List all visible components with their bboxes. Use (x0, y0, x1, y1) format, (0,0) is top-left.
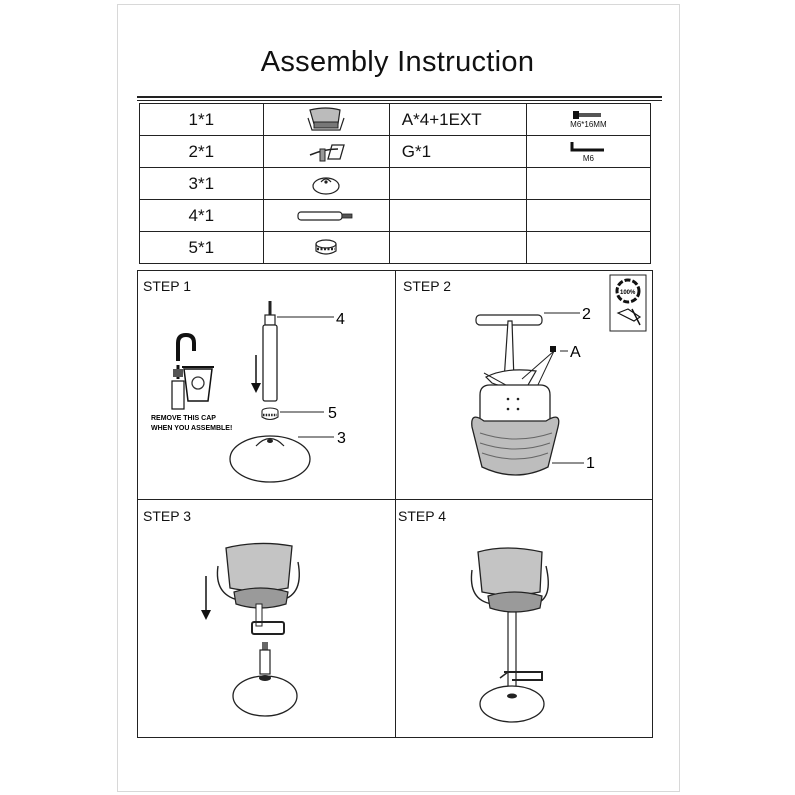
hardware-cell (526, 104, 650, 136)
step-3-diagram (138, 500, 395, 737)
callout-a: A (570, 344, 581, 361)
cap-note-line1: REMOVE THIS CAP (151, 415, 216, 422)
part-qty: 2*1 (140, 136, 264, 168)
parts-table (139, 103, 651, 264)
hardware-spec: M6 (582, 154, 594, 163)
base-plate-icon (311, 172, 341, 196)
chair-seat-icon (472, 385, 559, 475)
table-row (140, 200, 651, 232)
cap-note-line2: WHEN YOU ASSEMBLE! (151, 425, 233, 432)
recycle-bin-icon (182, 367, 214, 401)
step-4-label: STEP 4 (398, 508, 446, 524)
rotate-100-icon (617, 280, 639, 302)
part-image (263, 104, 389, 136)
hardware-code: A*4+1EXT (389, 104, 526, 136)
table-row (140, 136, 651, 168)
title-rule-thin (137, 100, 662, 101)
callout-2: 2 (582, 306, 591, 323)
hardware-cell (526, 136, 650, 168)
table-row (140, 168, 651, 200)
part-image (263, 136, 389, 168)
hardware-spec: M6*16MM (570, 120, 607, 129)
hardware-code (389, 232, 526, 264)
base-plate-icon (230, 436, 310, 482)
bearing-ring-icon (311, 238, 341, 258)
callout-5: 5 (328, 405, 337, 422)
step-1-label: STEP 1 (143, 278, 191, 294)
part-image (263, 168, 389, 200)
step-3-label: STEP 3 (143, 508, 191, 524)
base-with-cylinder-icon (233, 642, 297, 716)
table-row (140, 232, 651, 264)
gas-cylinder-icon (263, 301, 277, 401)
hardware-cell (526, 200, 650, 232)
step-2-label: STEP 2 (403, 278, 451, 294)
bolt-icon (571, 110, 605, 120)
seat-mechanism-icon (476, 315, 542, 395)
bearing-ring-icon (262, 408, 278, 420)
step-2-diagram (396, 271, 652, 499)
part-qty: 1*1 (140, 104, 264, 136)
part-image (263, 232, 389, 264)
part-qty: 5*1 (140, 232, 264, 264)
hardware-cell (526, 232, 650, 264)
table-row (140, 104, 651, 136)
down-arrow-icon (201, 576, 211, 620)
torque-badge-text: 100% (620, 290, 636, 296)
allen-key-icon (568, 140, 608, 154)
hardware-cell (526, 168, 650, 200)
seat-mechanism-icon (304, 139, 348, 165)
assembled-seat-icon (217, 543, 299, 634)
title-rule (137, 96, 662, 98)
callout-3: 3 (337, 430, 346, 447)
chair-seat-icon (304, 106, 348, 134)
part-image (263, 200, 389, 232)
finished-stool-icon (471, 548, 548, 722)
step-1-diagram (138, 271, 395, 499)
gas-cylinder-icon (294, 209, 358, 223)
step-4-diagram (396, 500, 652, 737)
callout-4: 4 (336, 311, 345, 328)
part-qty: 3*1 (140, 168, 264, 200)
hardware-code (389, 200, 526, 232)
part-qty: 4*1 (140, 200, 264, 232)
down-arrow-icon (251, 355, 261, 393)
hardware-code: G*1 (389, 136, 526, 168)
callout-1: 1 (586, 455, 595, 472)
hardware-code (389, 168, 526, 200)
steps-grid (137, 270, 653, 738)
page-title: Assembly Instruction (260, 46, 535, 78)
